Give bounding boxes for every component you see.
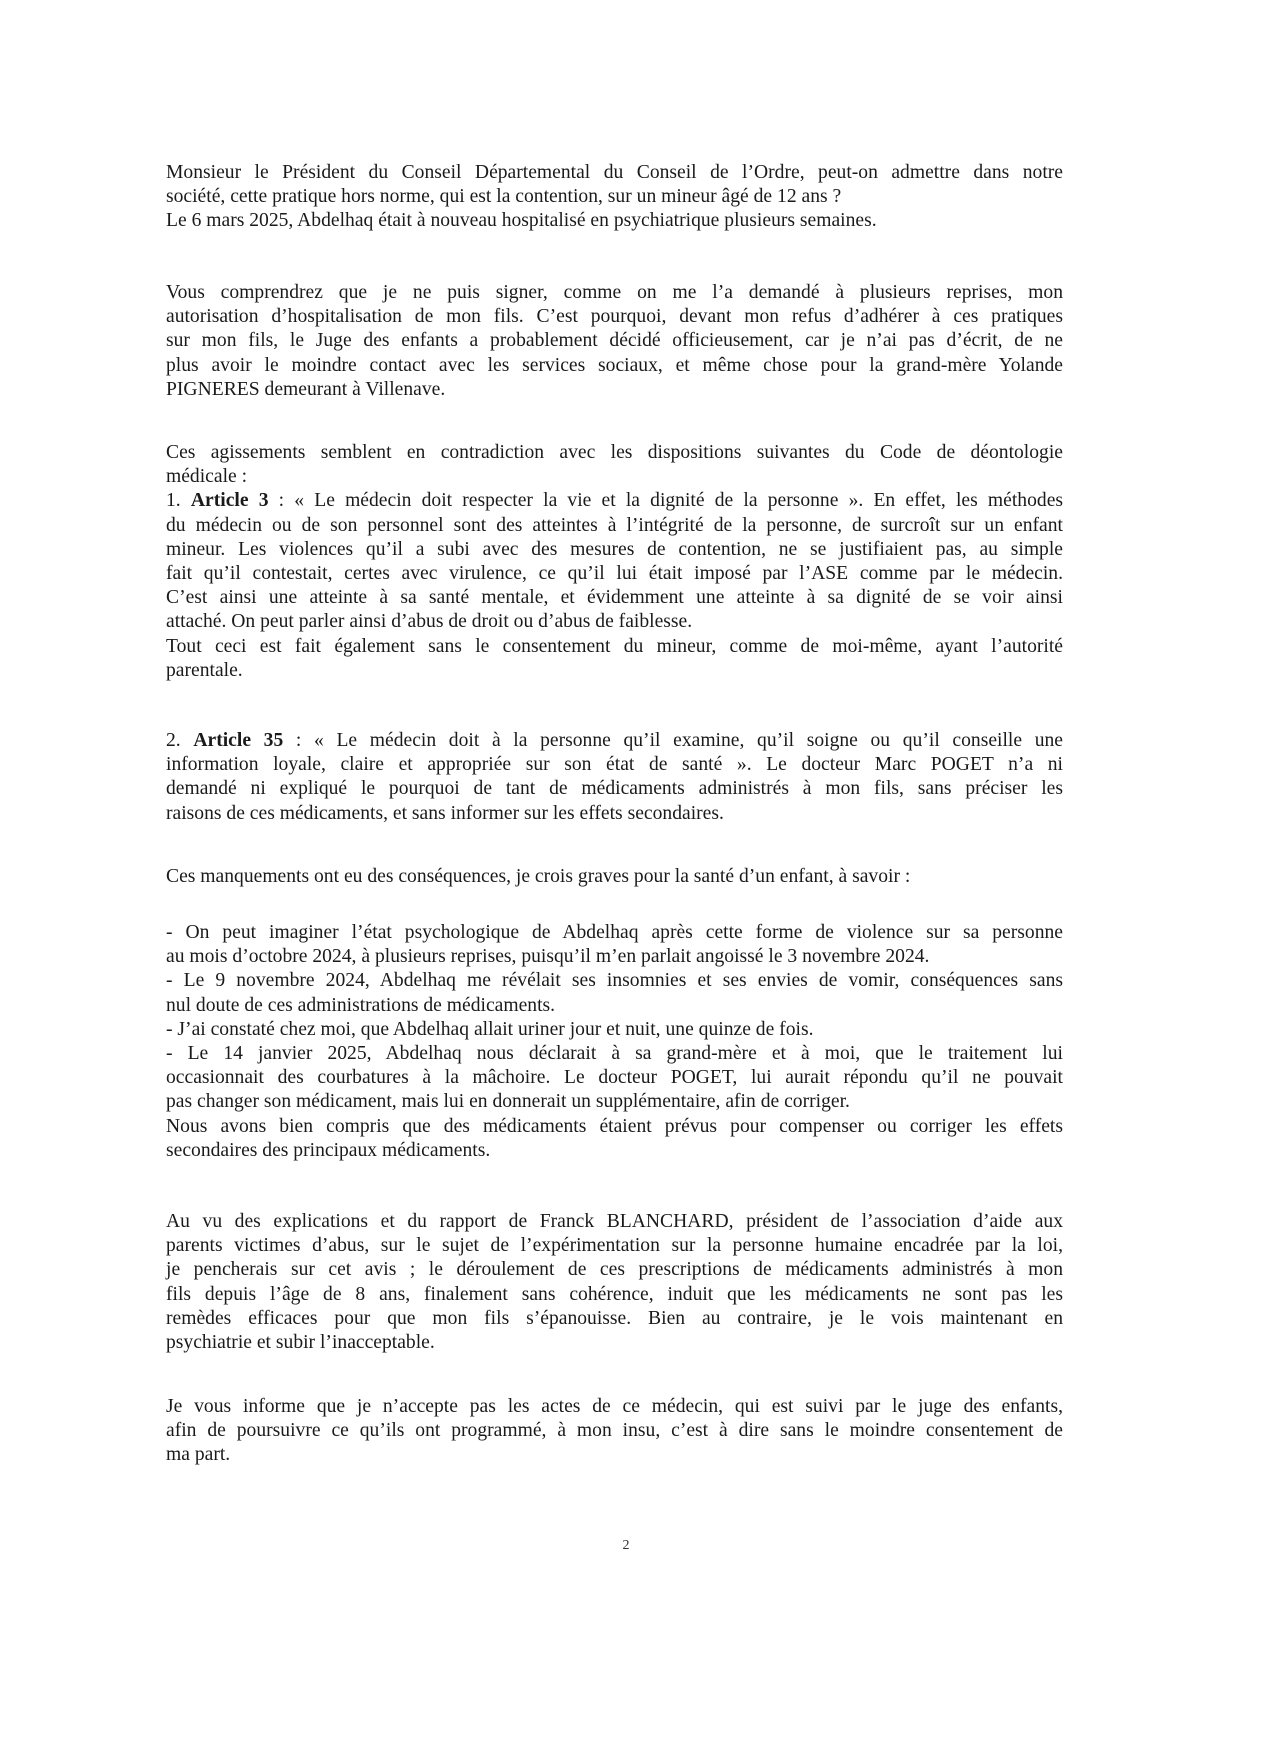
- paragraph-intro: [166, 161, 1063, 234]
- text-line: information loyale, claire et appropriée sur son état de santé ». Le docteur Marc POGET n’a ni: [166, 754, 1063, 776]
- text-line: plus avoir le moindre contact avec les services sociaux, et même chose pour la grand-mère Yolande: [166, 354, 1063, 376]
- text-line: Je vous informe que je n’accepte pas les actes de ce médecin, qui est suivi par le juge des enfants,: [166, 1396, 1063, 1417]
- text-line: - Le 14 janvier 2025, Abdelhaq nous déclarait à sa grand-mère et à moi, que le traitement lui: [166, 1043, 1063, 1065]
- article-3-label: Article 3: [190, 490, 269, 512]
- page-number-value: 2: [622, 1538, 630, 1553]
- text-line: raisons de ces médicaments, et sans informer sur les effets secondaires.: [166, 802, 724, 824]
- text-line: je pencherais sur cet avis ; le déroulement de ces prescriptions de médicaments administrés à mon: [166, 1259, 1063, 1281]
- text-line: Ces agissements semblent en contradiction avec les dispositions suivantes du Code de déontologie: [166, 442, 1063, 463]
- text-line: afin de poursuivre ce qu’ils ont programmé, à mon insu, c’est à dire sans le moindre consentement de: [166, 1420, 1063, 1442]
- paragraph-conclusion: [166, 1395, 1063, 1468]
- text-line: attaché. On peut parler ainsi d’abus de droit ou d’abus de faiblesse.: [166, 611, 693, 633]
- text-line: du médecin ou de son personnel sont des atteintes à l’intégrité de la personne, de surcroît sur un enfant: [166, 514, 1063, 536]
- paragraph-code-deontologie: [166, 441, 1063, 683]
- text-line: - On peut imaginer l’état psychologique de Abdelhaq après cette forme de violence sur sa personne: [166, 922, 1063, 943]
- paragraph-article-35: [166, 729, 1063, 826]
- text-line: autorisation d’hospitalisation de mon fils. C’est pourquoi, devant mon refus d’adhérer à ces pratiques: [166, 306, 1063, 328]
- text-line: secondaires des principaux médicaments.: [166, 1139, 491, 1161]
- page-number: [0, 1538, 1276, 1554]
- article-35-first-line: [166, 729, 1063, 753]
- article-35-number: 2.: [166, 730, 194, 751]
- text-line: sur mon fils, le Juge des enfants a probablement décidé officieusement, car je n’ai pas d’écrit, de ne: [166, 330, 1063, 352]
- article-3-quote: : « Le médecin doit respecter la vie et la dignité de la personne ». En effet, les méthodes: [268, 490, 1064, 512]
- text-line: Ces manquements ont eu des conséquences, je crois graves pour la santé d’un enfant, à savoir :: [166, 866, 911, 887]
- text-line: Tout ceci est fait également sans le consentement du mineur, comme de moi-même, ayant l’autorité: [166, 635, 1063, 657]
- text-line: demandé ni expliqué le pourquoi de tant de médicaments administrés à mon fils, sans préciser les: [166, 778, 1063, 800]
- text-line: médicale :: [166, 466, 248, 488]
- text-line: PIGNERES demeurant à Villenave.: [166, 378, 446, 400]
- article-35-label: Article 35: [193, 730, 284, 751]
- text-line: au mois d’octobre 2024, à plusieurs reprises, puisqu’il m’en parlait angoissé le 3 novembre 2024.: [166, 946, 930, 968]
- text-line: fait qu’il contestait, certes avec virulence, ce qu’il lui était imposé par l’ASE comme par le médecin.: [166, 563, 1063, 585]
- text-line: - J’ai constaté chez moi, que Abdelhaq allait uriner jour et nuit, une quinze de fois.: [166, 1018, 814, 1040]
- text-line: mineur. Les violences qu’il a subi avec des mesures de contention, ne se justifiaient pas, au simple: [166, 538, 1063, 560]
- text-line: Monsieur le Président du Conseil Départemental du Conseil de l’Ordre, peut-on admettre dans notre: [166, 162, 1063, 183]
- paragraph-blanchard-report: [166, 1210, 1063, 1355]
- article-3-number: 1.: [166, 490, 191, 512]
- text-line: remèdes efficaces pour que mon fils s’épanouisse. Bien au contraire, je le vois maintenant en: [166, 1307, 1063, 1329]
- paragraph-manquements: [166, 865, 1063, 889]
- text-line: occasionnait des courbatures à la mâchoire. Le docteur POGET, lui aurait répondu qu’il ne pouvait: [166, 1067, 1063, 1089]
- text-line: Au vu des explications et du rapport de Franck BLANCHARD, président de l’association d’aide aux: [166, 1211, 1063, 1232]
- article-3-first-line: [166, 489, 1063, 513]
- text-line: psychiatrie et subir l’inacceptable.: [166, 1332, 435, 1354]
- text-line: parents victimes d’abus, sur le sujet de l’expérimentation sur la personne humaine encadrée par la loi,: [166, 1235, 1063, 1257]
- text-line: ma part.: [166, 1444, 231, 1466]
- text-line: parentale.: [166, 659, 243, 681]
- paragraph-hospitalisation: [166, 281, 1063, 402]
- text-line: Nous avons bien compris que des médicaments étaient prévus pour compenser ou corriger les effets: [166, 1115, 1063, 1137]
- article-35-quote: : « Le médecin doit à la personne qu’il examine, qu’il soigne ou qu’il conseille une: [283, 730, 1063, 751]
- text-line: pas changer son médicament, mais lui en donnerait un supplémentaire, afin de corriger.: [166, 1091, 850, 1113]
- text-line: Le 6 mars 2025, Abdelhaq était à nouveau hospitalisé en psychiatrique plusieurs semaines.: [166, 210, 877, 232]
- text-line: C’est ainsi une atteinte à sa santé mentale, et évidemment une atteinte à sa dignité de se voir ainsi: [166, 587, 1063, 609]
- paragraph-consequences-list: [166, 921, 1063, 1163]
- text-line: fils depuis l’âge de 8 ans, finalement sans cohérence, induit que les médicaments ne sont pas les: [166, 1283, 1063, 1305]
- text-line: - Le 9 novembre 2024, Abdelhaq me révélait ses insomnies et ses envies de vomir, conséquences sans: [166, 970, 1063, 992]
- text-line: société, cette pratique hors norme, qui est la contention, sur un mineur âgé de 12 ans ?: [166, 186, 842, 208]
- text-line: nul doute de ces administrations de médicaments.: [166, 994, 556, 1016]
- text-line: Vous comprendrez que je ne puis signer, comme on me l’a demandé à plusieurs reprises, mon: [166, 282, 1063, 303]
